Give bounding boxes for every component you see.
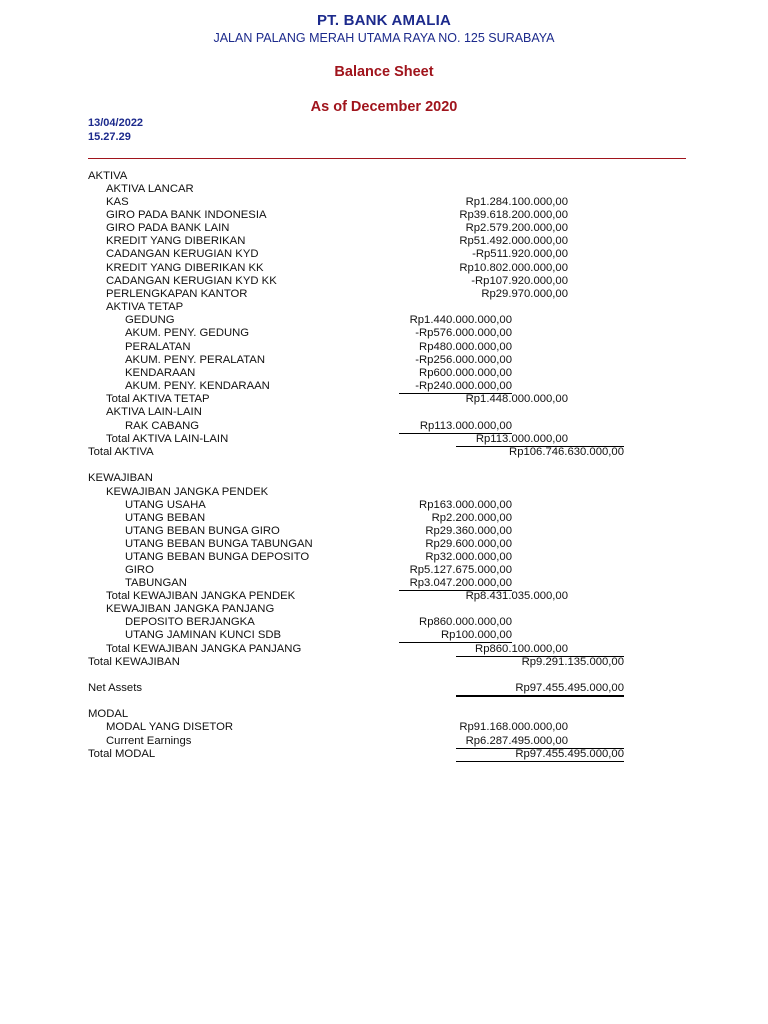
line-amount: Rp51.492.000.000,00 [459,235,568,247]
line-amount: Rp860.100.000,00 [475,643,568,655]
line-label: PERALATAN [125,341,191,353]
line-label: PERLENGKAPAN KANTOR [106,288,248,300]
line-amount: Rp480.000.000,00 [419,341,512,353]
line-amount: Rp9.291.135.000,00 [521,656,624,668]
line-amount: Rp6.287.495.000,00 [465,735,568,747]
line-label: GIRO [125,564,154,576]
line-label: AKTIVA LANCAR [106,183,194,195]
line-amount: Rp10.802.000.000,00 [459,262,568,274]
line-amount: Rp1.284.100.000,00 [465,196,568,208]
line-label: UTANG BEBAN BUNGA TABUNGAN [125,538,313,550]
company-address: JALAN PALANG MERAH UTAMA RAYA NO. 125 SURABAYA [213,31,555,45]
line-amount: Rp97.455.495.000,00 [515,748,624,760]
line-label: Current Earnings [106,735,192,747]
line-amount: Rp5.127.675.000,00 [409,564,512,576]
line-label: Total AKTIVA TETAP [106,393,210,405]
line-label: RAK CABANG [125,420,200,432]
line-amount: Rp2.200.000,00 [431,512,512,524]
line-label: UTANG BEBAN BUNGA GIRO [125,525,280,537]
line-label: CADANGAN KERUGIAN KYD [106,248,259,260]
print-time: 15.27.29 [88,131,131,143]
line-amount: Rp32.000.000,00 [425,551,512,563]
line-label: KENDARAAN [125,367,196,379]
line-label: AKUM. PENY. GEDUNG [125,327,250,339]
print-date: 13/04/2022 [88,117,144,129]
line-label: GIRO PADA BANK LAIN [106,222,230,234]
line-label: KREDIT YANG DIBERIKAN KK [106,262,264,274]
line-label: AKTIVA LAIN-LAIN [106,406,202,418]
line-label: MODAL YANG DISETOR [106,721,234,733]
line-amount: Rp163.000.000,00 [419,499,512,511]
line-label: UTANG JAMINAN KUNCI SDB [125,629,282,641]
line-label: AKTIVA [88,170,128,182]
line-label: UTANG BEBAN [125,512,206,524]
line-label: KEWAJIBAN [88,472,153,484]
line-label: Total KEWAJIBAN JANGKA PENDEK [106,590,296,602]
report-period: As of December 2020 [310,99,458,115]
line-label: Net Assets [88,682,142,694]
line-label: GEDUNG [125,314,175,326]
line-amount: Rp600.000.000,00 [419,367,512,379]
line-label: MODAL [88,708,129,720]
line-amount: Rp97.455.495.000,00 [515,682,624,694]
line-label: KREDIT YANG DIBERIKAN [106,235,246,247]
line-label: UTANG BEBAN BUNGA DEPOSITO [125,551,310,563]
line-label: KAS [106,196,129,208]
line-amount: Rp29.970.000,00 [481,288,568,300]
line-amount: Rp3.047.200.000,00 [409,577,512,589]
line-amount: Rp39.618.200.000,00 [459,209,568,221]
line-amount: Rp2.579.200.000,00 [465,222,568,234]
subtotal-rule [456,761,624,762]
line-amount: -Rp256.000.000,00 [415,354,512,366]
line-amount: Rp29.360.000,00 [425,525,512,537]
line-label: Total KEWAJIBAN JANGKA PANJANG [106,643,302,655]
line-amount: Rp106.746.630.000,00 [509,446,624,458]
line-label: GIRO PADA BANK INDONESIA [106,209,267,221]
line-amount: Rp8.431.035.000,00 [465,590,568,602]
line-label: KEWAJIBAN JANGKA PANJANG [106,603,275,615]
line-label: KEWAJIBAN JANGKA PENDEK [106,486,269,498]
line-amount: Rp29.600.000,00 [425,538,512,550]
line-label: Total AKTIVA LAIN-LAIN [106,433,229,445]
line-label: CADANGAN KERUGIAN KYD KK [106,275,277,287]
line-amount: Rp100.000,00 [441,629,512,641]
line-label: UTANG USAHA [125,499,206,511]
line-label: Total KEWAJIBAN [88,656,180,668]
line-label: AKUM. PENY. PERALATAN [125,354,265,366]
subtotal-rule [456,695,624,697]
line-label: Total AKTIVA [88,446,154,458]
line-amount: -Rp576.000.000,00 [415,327,512,339]
line-amount: -Rp240.000.000,00 [415,380,512,392]
line-label: Total MODAL [88,748,156,760]
report-title: Balance Sheet [334,64,434,80]
line-amount: Rp113.000.000,00 [475,433,568,445]
line-amount: Rp1.448.000.000,00 [465,393,568,405]
line-amount: Rp1.440.000.000,00 [409,314,512,326]
line-amount: Rp113.000.000,00 [419,420,512,432]
line-label: DEPOSITO BERJANGKA [125,616,255,628]
line-amount: -Rp511.920.000,00 [472,248,568,260]
line-label: TABUNGAN [125,577,187,589]
line-label: AKTIVA TETAP [106,301,184,313]
line-amount: Rp860.000.000,00 [419,616,512,628]
line-amount: -Rp107.920.000,00 [471,275,568,287]
line-amount: Rp91.168.000.000,00 [459,721,568,733]
line-label: AKUM. PENY. KENDARAAN [125,380,270,392]
company-name: PT. BANK AMALIA [316,12,452,29]
